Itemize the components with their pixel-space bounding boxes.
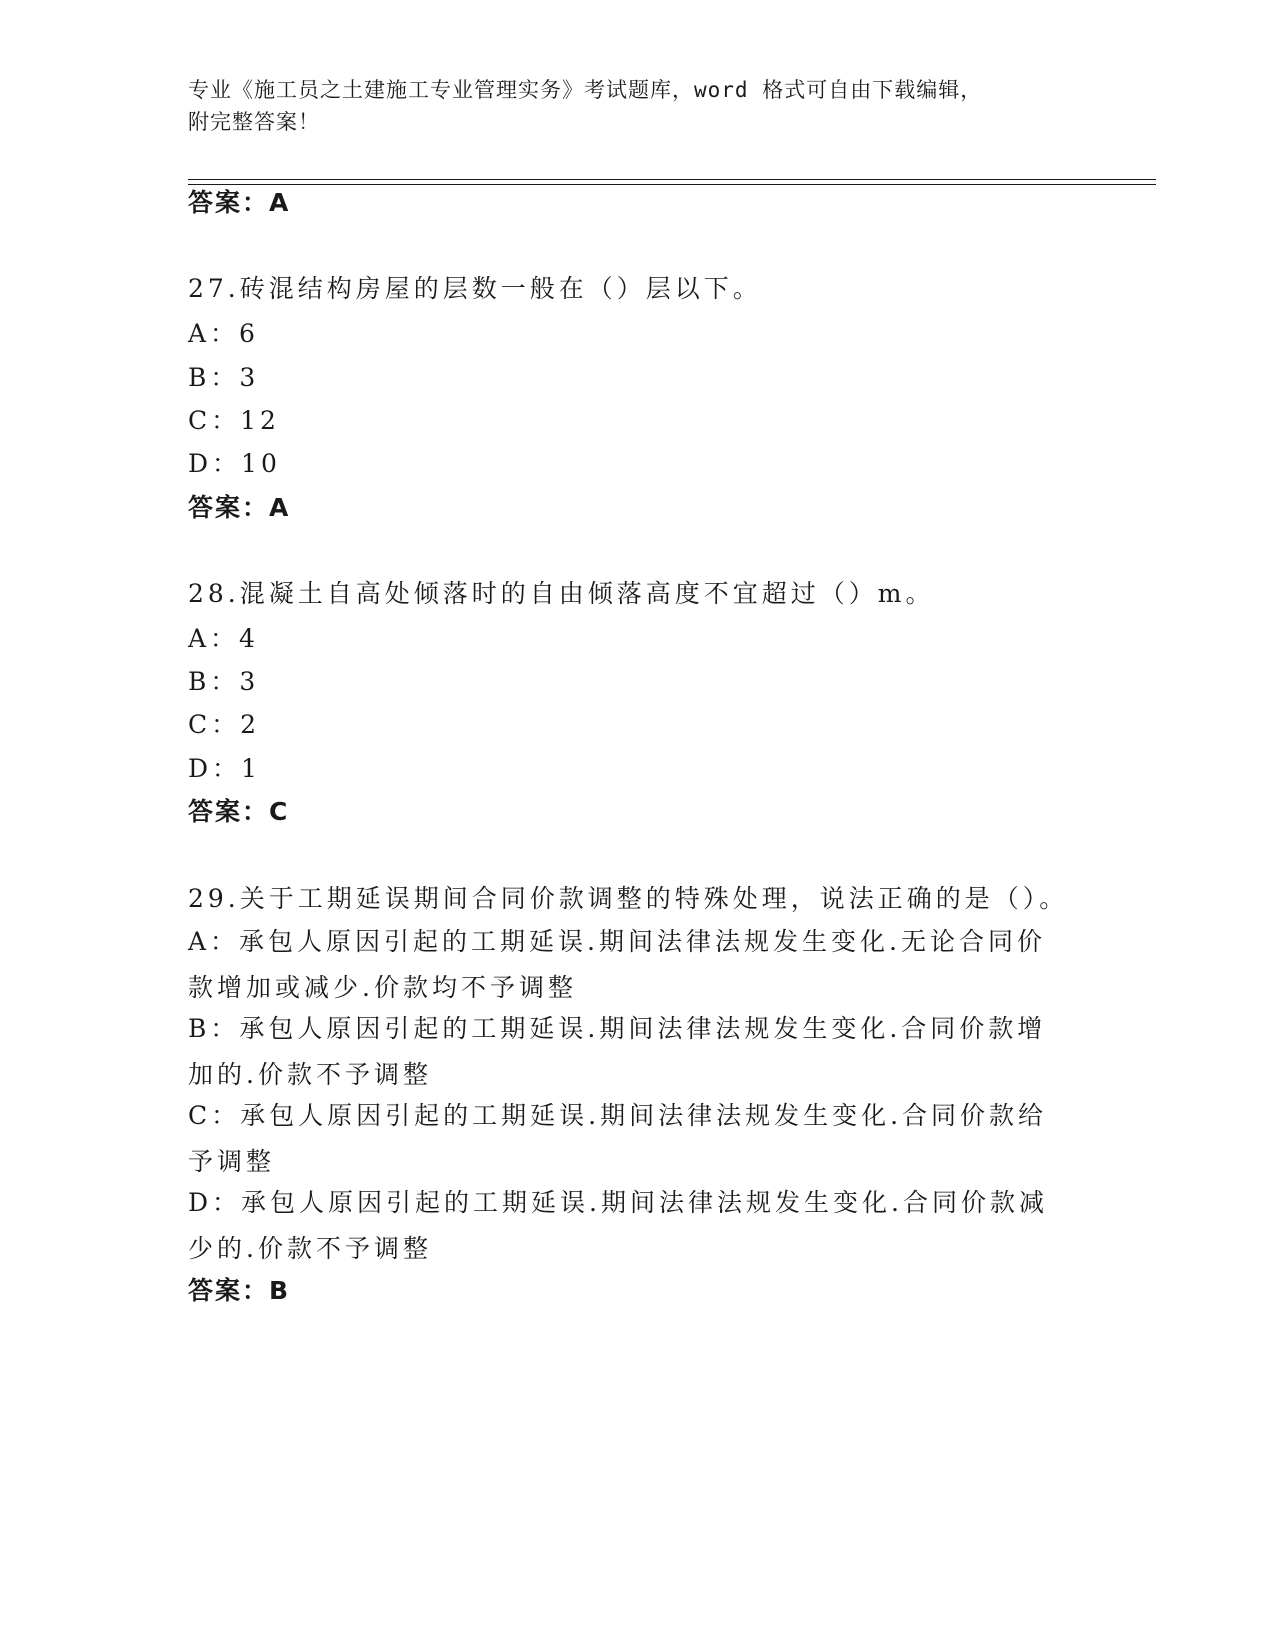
question-28-answer: 答案：C [188, 797, 290, 826]
question-29-option-a: A：承包人原因引起的工期延误.期间法律法规发生变化.无论合同价款增加或减少.价款均不予调整 [188, 927, 1046, 1002]
header-line-1: 专业《施工员之土建施工专业管理实务》考试题库，word 格式可自由下载编辑， [188, 78, 983, 102]
question-28-option-a: A：4 [188, 624, 259, 653]
question-29-answer: 答案：B [188, 1276, 291, 1305]
question-29-stem: 29.关于工期延误期间合同价款调整的特殊处理，说法正确的是（）。 [188, 884, 1069, 913]
question-28-option-d: D：1 [188, 754, 261, 783]
header-line-2: 附完整答案！ [188, 110, 320, 134]
question-29-option-d: D：承包人原因引起的工期延误.期间法律法规发生变化.合同价款减少的.价款不予调整 [188, 1188, 1048, 1263]
question-27-stem: 27.砖混结构房屋的层数一般在（）层以下。 [188, 274, 762, 303]
question-28-stem: 28.混凝土自高处倾落时的自由倾落高度不宜超过（）m。 [188, 579, 935, 608]
question-27-option-d: D：10 [188, 449, 281, 478]
question-27-answer: 答案：A [188, 493, 291, 522]
question-28-option-c: C：2 [188, 710, 261, 739]
header-divider-top [188, 179, 1156, 180]
question-29-option-c: C：承包人原因引起的工期延误.期间法律法规发生变化.合同价款给予调整 [188, 1101, 1048, 1176]
header-divider-bottom [188, 184, 1156, 185]
question-29-option-b: B：承包人原因引起的工期延误.期间法律法规发生变化.合同价款增加的.价款不予调整 [188, 1014, 1047, 1089]
question-27-option-c: C：12 [188, 406, 280, 435]
document-header [188, 74, 1088, 138]
question-28-option-b: B：3 [188, 667, 260, 696]
question-27-option-a: A：6 [188, 319, 259, 348]
previous-answer: 答案：A [188, 188, 291, 217]
question-27-option-b: B：3 [188, 363, 260, 392]
